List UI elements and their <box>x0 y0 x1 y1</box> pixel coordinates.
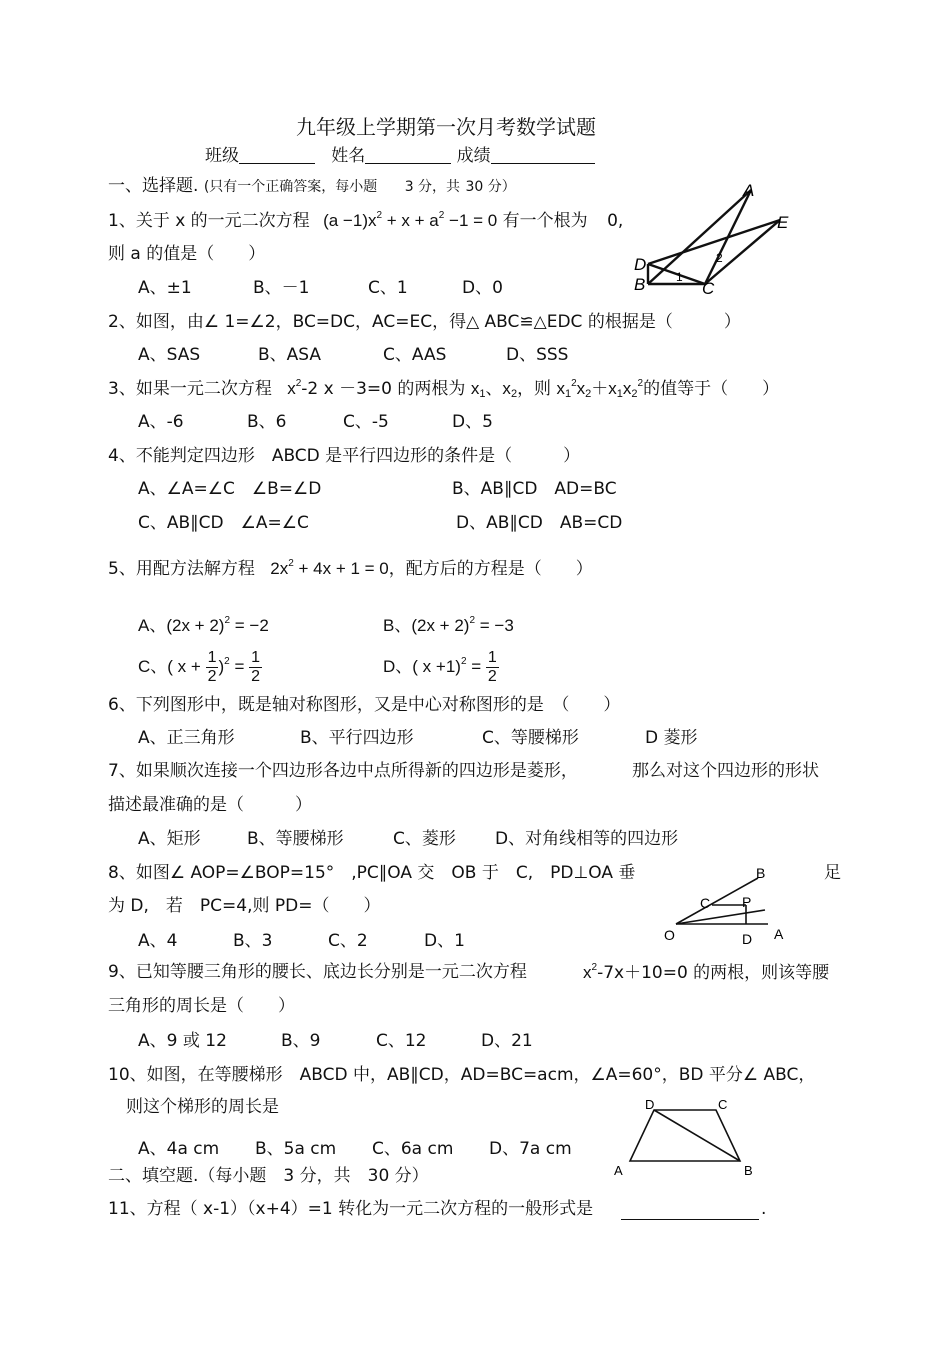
q10-option-c[interactable]: C、6a cm <box>372 1139 454 1159</box>
q11-end: . <box>761 1199 767 1219</box>
fig1-label-c: C <box>702 279 715 298</box>
fig8-label-a: A <box>774 926 784 942</box>
q10-option-b[interactable]: B、5a cm <box>255 1139 337 1159</box>
section1-heading: 一、选择题. <box>108 176 199 196</box>
q3-equation: -2 x －3=0 的两根为 <box>301 379 466 399</box>
q6-option-c[interactable]: C、等腰梯形 <box>482 728 579 748</box>
section1-heading-line <box>108 178 516 195</box>
q3-option-c[interactable]: C、-5 <box>343 412 389 432</box>
q2-option-a[interactable]: A、SAS <box>138 345 201 365</box>
q6-option-b[interactable]: B、平行四边形 <box>300 728 414 748</box>
fig10-label-b: B <box>744 1163 753 1178</box>
class-label: 班级 <box>205 146 239 166</box>
student-info-line <box>205 145 595 165</box>
q1-option-c[interactable]: C、1 <box>368 278 408 298</box>
q8-option-b[interactable]: B、3 <box>233 931 273 951</box>
q9-equation: $x^2-7x+10=0$ 的两根，则该等腰 <box>583 962 830 983</box>
fig8-label-d: D <box>742 931 753 947</box>
class-blank[interactable] <box>239 145 315 164</box>
fig10-label-d: D <box>645 1097 655 1112</box>
q8-foot: 足 <box>824 863 841 883</box>
fig1-label-d: D <box>634 255 647 274</box>
q6-option-a[interactable]: A、正三角形 <box>138 728 235 748</box>
fig1-label-2: 2 <box>716 251 723 265</box>
q10-option-d[interactable]: D、7a cm <box>489 1139 572 1159</box>
q2-stem: 2、如图，由∠ 1=∠2，BC=DC，AC=EC，得△ ABC≌△EDC 的根据是（ ） <box>108 312 741 332</box>
fig8-label-c: C <box>700 895 711 911</box>
q1-option-a[interactable]: A、±1 <box>138 278 192 298</box>
fig1-label-1: 1 <box>676 270 683 284</box>
name-blank[interactable] <box>365 145 451 164</box>
q10-line1: 10、如图，在等腰梯形 ABCD 中，AB∥CD，AD=BC=acm，∠A=60°，BD 平分∠ ABC， <box>108 1065 816 1085</box>
q1-prefix: 1、关于 x 的一元二次方程 <box>108 211 310 231</box>
score-label: 成绩 <box>456 146 491 166</box>
q7-option-d[interactable]: D、对角线相等的四边形 <box>495 829 679 849</box>
q5-option-a[interactable]: A、$(2x + 2)^2 = -2$ <box>138 615 269 635</box>
q3-option-d[interactable]: D、5 <box>452 412 493 432</box>
fig8-label-o: O <box>664 927 675 943</box>
q10-figure <box>610 1095 760 1180</box>
q10-figure-lines <box>630 1110 740 1161</box>
fig1-label-b: B <box>634 275 646 294</box>
q7-line2: 描述最准确的是（ ） <box>108 795 312 815</box>
q2-option-b[interactable]: B、ASA <box>258 345 322 365</box>
q9-line2: 三角形的周长是（ ） <box>108 996 295 1016</box>
q5-option-b[interactable]: B、$(2x + 2)^2 = -3$ <box>383 615 514 635</box>
q5-suffix: ，配方后的方程是（ ） <box>388 559 593 579</box>
q3-suffix: 的值等于（ ） <box>643 379 780 399</box>
q8-line1: 8、如图∠ AOP=∠BOP=15° ,PC∥OA 交 OB 于 C, PD⊥OA 垂 <box>108 863 636 883</box>
page-title: 九年级上学期第一次月考数学试题 <box>296 115 596 139</box>
fig8-label-p: P <box>742 894 752 910</box>
q9-option-c[interactable]: C、12 <box>376 1031 427 1051</box>
q4-option-c[interactable]: C、AB∥CD ∠A=∠C <box>138 513 309 533</box>
section1-note: (只有一个正确答案，每小题 <box>203 179 378 195</box>
q8-figure <box>660 862 790 947</box>
q1-root: 0, <box>607 211 624 231</box>
fig1-label-e: E <box>777 213 789 232</box>
q3-mid: ，则 <box>517 379 552 399</box>
q4-stem: 4、不能判定四边形 ABCD 是平行四边形的条件是（ ） <box>108 446 581 466</box>
q7-option-b[interactable]: B、等腰梯形 <box>247 829 344 849</box>
q5-stem <box>108 560 593 578</box>
q7-option-c[interactable]: C、菱形 <box>393 829 456 849</box>
q4-option-b[interactable]: B、AB∥CD AD=BC <box>452 479 617 499</box>
fig10-label-a: A <box>614 1163 623 1178</box>
q10-option-a[interactable]: A、4a cm <box>138 1139 220 1159</box>
section1-total: 30 分） <box>465 179 516 195</box>
q1-suffix: 有一个根为 <box>502 211 588 231</box>
q9-option-b[interactable]: B、9 <box>281 1031 321 1051</box>
q5-equation: $2x^2 + 4x + 1 = 0$ <box>270 558 389 578</box>
q10-line2: 则这个梯形的周长是 <box>126 1097 279 1117</box>
name-label: 姓名 <box>331 146 366 166</box>
q11-stem: 11、方程（ x-1）（x+4）=1 转化为一元二次方程的一般形式是 <box>108 1199 594 1219</box>
q3-option-b[interactable]: B、6 <box>247 412 287 432</box>
q6-option-d[interactable]: D 菱形 <box>645 728 698 748</box>
q11-answer-blank[interactable] <box>621 1201 759 1220</box>
q7-option-a[interactable]: A、矩形 <box>138 829 201 849</box>
q1-figure-lines <box>648 190 780 284</box>
q3-stem: 3、如果一元二次方程 $x^2-2$ x －3=0 的两根为 $x_1$、$x_2$，则 $x_1^2x_2+x_1x_2^2$的值等于（ ） <box>108 378 780 400</box>
q1-option-d[interactable]: D、0 <box>462 278 503 298</box>
q5-prefix: 5、用配方法解方程 <box>108 559 255 579</box>
q8-line2: 为 D, 若 PC=4,则 PD=（ ） <box>108 896 381 916</box>
q1-option-b[interactable]: B、－1 <box>253 278 310 298</box>
q8-option-a[interactable]: A、4 <box>138 931 178 951</box>
fig1-label-a: A <box>743 181 755 200</box>
q4-option-a[interactable]: A、∠A=∠C ∠B=∠D <box>138 479 322 499</box>
q4-option-d[interactable]: D、AB∥CD AB=CD <box>456 513 623 533</box>
q5-option-c[interactable]: C、( x + $\frac{1}{2}$ )$^2$ = $\frac{1}{2}$ <box>138 649 261 685</box>
q6-stem: 6、下列图形中，既是轴对称图形，又是中心对称图形的是 （ ） <box>108 695 621 715</box>
score-blank[interactable] <box>491 145 595 164</box>
q1-figure <box>630 180 800 300</box>
q8-figure-lines <box>676 878 768 924</box>
q8-option-c[interactable]: C、2 <box>328 931 368 951</box>
fig8-label-b: B <box>756 865 766 881</box>
section1-points: 3 分，共 <box>404 179 461 195</box>
q3-option-a[interactable]: A、-6 <box>138 412 184 432</box>
q1-equation: $(a -1)x^2 + x + a^2 -1 = 0$ <box>323 210 498 230</box>
q2-option-c[interactable]: C、AAS <box>383 345 447 365</box>
q9-option-a[interactable]: A、9 或 12 <box>138 1031 227 1051</box>
q3-prefix: 3、如果一元二次方程 <box>108 379 272 399</box>
q9-line1: 9、已知等腰三角形的腰长、底边长分别是一元二次方程 <box>108 962 527 982</box>
q9-option-d[interactable]: D、21 <box>481 1031 533 1051</box>
q8-option-d[interactable]: D、1 <box>424 931 465 951</box>
q1-line2: 则 a 的值是（ ） <box>108 244 266 264</box>
q5-option-d[interactable]: D、( x +1)$^2$ = $\frac{1}{2}$ <box>383 649 497 685</box>
q1-stem <box>108 212 623 230</box>
q2-option-d[interactable]: D、SSS <box>506 345 569 365</box>
q7-line1: 7、如果顺次连接一个四边形各边中点所得新的四边形是菱形， <box>108 761 578 781</box>
fig10-label-c: C <box>718 1097 728 1112</box>
section2-heading: 二、填空题.（每小题 3 分，共 30 分） <box>108 1166 429 1186</box>
q7-line1b: 那么对这个四边形的形状 <box>632 761 819 781</box>
